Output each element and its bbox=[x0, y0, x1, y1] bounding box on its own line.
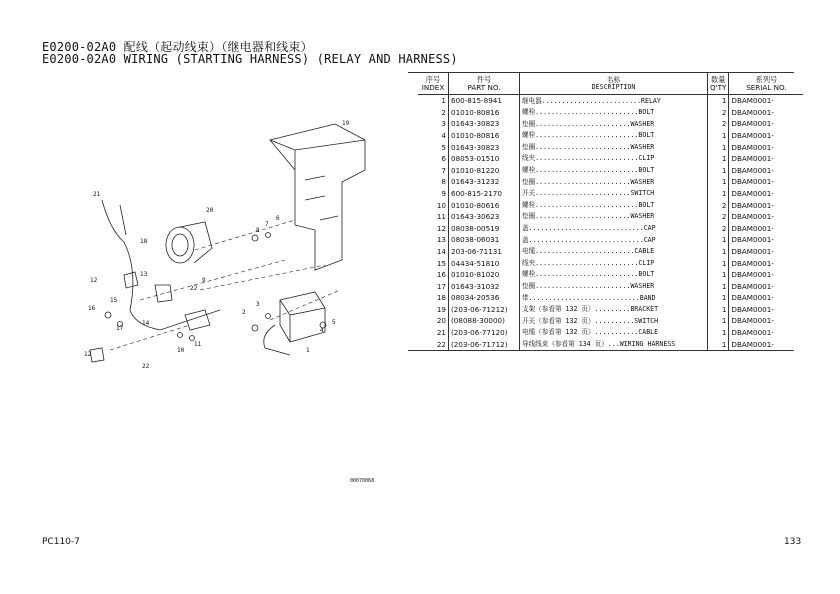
row-serial: DBAM0001- bbox=[731, 223, 774, 233]
row-part-no: 08034-20536 bbox=[449, 292, 520, 304]
row-serial: DBAM0001- bbox=[731, 107, 774, 117]
table-row bbox=[418, 176, 803, 188]
table-row bbox=[418, 292, 803, 304]
callout-2: 2 bbox=[242, 309, 246, 316]
page-number: 133 bbox=[784, 537, 802, 547]
row-serial: DBAM0001- bbox=[731, 142, 774, 152]
row-part-no: 01010-80816 bbox=[449, 130, 520, 142]
row-description: 螺栓..........................BOLT bbox=[520, 269, 708, 281]
row-index: 21 bbox=[418, 327, 449, 339]
row-qty: 1 bbox=[708, 153, 729, 165]
row-index: 16 bbox=[418, 269, 449, 281]
row-qty: 2 bbox=[708, 211, 729, 223]
exploded-parts-diagram bbox=[80, 110, 390, 400]
row-description: 继电器.........................RELAY bbox=[520, 95, 708, 107]
table-row bbox=[418, 246, 803, 258]
row-description: 螺栓..........................BOLT bbox=[520, 199, 708, 211]
row-description: 垫圈........................WASHER bbox=[520, 176, 708, 188]
row-qty: 1 bbox=[708, 269, 729, 281]
callout-11: 11 bbox=[194, 341, 202, 348]
callout-1: 1 bbox=[306, 347, 310, 354]
row-description: 线夹..........................CLIP bbox=[520, 153, 708, 165]
callout-17: 17 bbox=[116, 325, 124, 332]
row-index: 13 bbox=[418, 234, 449, 246]
row-serial: DBAM0001- bbox=[731, 96, 774, 106]
row-index: 9 bbox=[418, 188, 449, 200]
header-description: 名称 DESCRIPTION bbox=[520, 73, 708, 95]
row-index: 7 bbox=[418, 165, 449, 177]
row-qty: 2 bbox=[708, 107, 729, 119]
callout-16: 16 bbox=[88, 305, 96, 312]
row-serial: DBAM0001- bbox=[731, 258, 774, 268]
table-header bbox=[418, 73, 803, 95]
header-serial: 系列号 SERIAL NO. bbox=[729, 73, 804, 95]
row-index: 17 bbox=[418, 281, 449, 293]
row-part-no: (203-06-71212) bbox=[449, 304, 520, 316]
row-part-no: 01010-80616 bbox=[449, 199, 520, 211]
row-part-no: 600-815-8941 bbox=[449, 95, 520, 107]
row-part-no: 01643-30623 bbox=[449, 211, 520, 223]
table-row bbox=[418, 130, 803, 142]
row-description: 电缆（参看第 132 页）...........CABLE bbox=[520, 327, 708, 339]
row-description: 螺栓..........................BOLT bbox=[520, 107, 708, 119]
row-description: 开关（参看第 132 页）..........SWITCH bbox=[520, 315, 708, 327]
callout-9: 9 bbox=[202, 277, 206, 284]
table-row bbox=[418, 153, 803, 165]
row-description: 导线线束（参看第 134 页）...WIRING HARNESS bbox=[520, 338, 708, 350]
table-row bbox=[418, 95, 803, 107]
row-index: 1 bbox=[418, 95, 449, 107]
page-title-en: E0200-02A0 WIRING (STARTING HARNESS) (RELAY AND HARNESS) bbox=[42, 52, 458, 66]
row-part-no: 08038-06031 bbox=[449, 234, 520, 246]
row-part-no: (08088-30000) bbox=[449, 315, 520, 327]
header-index: 序号 INDEX bbox=[418, 73, 449, 95]
callout-10: 10 bbox=[177, 347, 185, 354]
row-serial: DBAM0001- bbox=[731, 304, 774, 314]
table-row bbox=[418, 327, 803, 339]
row-serial: DBAM0001- bbox=[731, 316, 774, 326]
row-index: 10 bbox=[418, 199, 449, 211]
row-qty: 1 bbox=[708, 338, 729, 350]
callout-15: 15 bbox=[110, 297, 118, 304]
table-row bbox=[418, 281, 803, 293]
drawing-code: 00070068 bbox=[350, 478, 375, 484]
row-qty: 1 bbox=[708, 130, 729, 142]
row-description: 盖.............................CAP bbox=[520, 234, 708, 246]
row-serial: DBAM0001- bbox=[731, 177, 774, 187]
row-index: 15 bbox=[418, 257, 449, 269]
row-qty: 1 bbox=[708, 257, 729, 269]
callout-19: 19 bbox=[342, 120, 350, 127]
callout-8: 8 bbox=[256, 227, 260, 234]
row-serial: DBAM0001- bbox=[731, 130, 774, 140]
row-description: 带............................BAND bbox=[520, 292, 708, 304]
table-row bbox=[418, 315, 803, 327]
callout-22b: 22 bbox=[142, 363, 150, 370]
header-qty: 数量 Q'TY bbox=[708, 73, 729, 95]
row-part-no: 01643-30823 bbox=[449, 118, 520, 130]
row-serial: DBAM0001- bbox=[731, 270, 774, 280]
row-description: 垫圈........................WASHER bbox=[520, 211, 708, 223]
row-index: 3 bbox=[418, 118, 449, 130]
row-description: 支架（参看第 132 页）.........BRACKET bbox=[520, 304, 708, 316]
row-index: 8 bbox=[418, 176, 449, 188]
table-row bbox=[418, 269, 803, 281]
row-description: 垫圈........................WASHER bbox=[520, 118, 708, 130]
table-row bbox=[418, 234, 803, 246]
row-index: 20 bbox=[418, 315, 449, 327]
row-serial: DBAM0001- bbox=[731, 281, 774, 291]
row-qty: 1 bbox=[708, 281, 729, 293]
row-serial: DBAM0001- bbox=[731, 235, 774, 245]
row-index: 14 bbox=[418, 246, 449, 258]
callout-3: 3 bbox=[256, 301, 260, 308]
row-qty: 1 bbox=[708, 141, 729, 153]
row-part-no: 600-815-2170 bbox=[449, 188, 520, 200]
table-row bbox=[418, 188, 803, 200]
row-qty: 2 bbox=[708, 118, 729, 130]
row-serial: DBAM0001- bbox=[731, 212, 774, 222]
row-index: 4 bbox=[418, 130, 449, 142]
callout-12a: 12 bbox=[90, 277, 98, 284]
row-description: 盖.............................CAP bbox=[520, 223, 708, 235]
row-index: 18 bbox=[418, 292, 449, 304]
table-row bbox=[418, 304, 803, 316]
callout-4: 4 bbox=[320, 327, 324, 334]
row-qty: 1 bbox=[708, 165, 729, 177]
parts-table bbox=[418, 73, 803, 350]
row-part-no: 04434-51810 bbox=[449, 257, 520, 269]
row-part-no: 08038-00519 bbox=[449, 223, 520, 235]
row-qty: 1 bbox=[708, 304, 729, 316]
row-qty: 1 bbox=[708, 95, 729, 107]
row-part-no: 08053-01510 bbox=[449, 153, 520, 165]
row-qty: 1 bbox=[708, 327, 729, 339]
row-serial: DBAM0001- bbox=[731, 339, 774, 349]
callout-13: 13 bbox=[140, 271, 148, 278]
table-row bbox=[418, 165, 803, 177]
row-qty: 1 bbox=[708, 315, 729, 327]
row-part-no: 01643-31232 bbox=[449, 176, 520, 188]
row-qty: 1 bbox=[708, 246, 729, 258]
row-part-no: 203-06-71131 bbox=[449, 246, 520, 258]
callout-6: 6 bbox=[276, 215, 280, 222]
row-qty: 1 bbox=[708, 234, 729, 246]
row-part-no: (203-06-77120) bbox=[449, 327, 520, 339]
row-description: 螺栓..........................BOLT bbox=[520, 165, 708, 177]
row-part-no: 01643-31032 bbox=[449, 281, 520, 293]
row-index: 11 bbox=[418, 211, 449, 223]
callout-22a: 22 bbox=[190, 285, 198, 292]
row-index: 22 bbox=[418, 338, 449, 350]
row-description: 螺栓..........................BOLT bbox=[520, 130, 708, 142]
row-serial: DBAM0001- bbox=[731, 328, 774, 338]
row-serial: DBAM0001- bbox=[731, 200, 774, 210]
row-description: 垫圈........................WASHER bbox=[520, 141, 708, 153]
row-part-no: (203-06-71712) bbox=[449, 338, 520, 350]
row-qty: 2 bbox=[708, 223, 729, 235]
table-row bbox=[418, 211, 803, 223]
table-row bbox=[418, 199, 803, 211]
row-qty: 1 bbox=[708, 292, 729, 304]
row-serial: DBAM0001- bbox=[731, 119, 774, 129]
table-row bbox=[418, 118, 803, 130]
row-part-no: 01643-30823 bbox=[449, 141, 520, 153]
row-description: 线夹..........................CLIP bbox=[520, 257, 708, 269]
table-bottom-rule bbox=[408, 350, 794, 351]
table-row bbox=[418, 107, 803, 119]
row-index: 19 bbox=[418, 304, 449, 316]
row-part-no: 01010-80816 bbox=[449, 107, 520, 119]
row-index: 12 bbox=[418, 223, 449, 235]
row-serial: DBAM0001- bbox=[731, 165, 774, 175]
row-serial: DBAM0001- bbox=[731, 188, 774, 198]
row-serial: DBAM0001- bbox=[731, 293, 774, 303]
row-serial: DBAM0001- bbox=[731, 246, 774, 256]
table-row bbox=[418, 338, 803, 350]
table-row bbox=[418, 223, 803, 235]
row-description: 电缆.........................CABLE bbox=[520, 246, 708, 258]
row-description: 开关........................SWITCH bbox=[520, 188, 708, 200]
page-title-cn: E0200-02A0 配线（起动线束）（继电器和线束） bbox=[42, 40, 313, 54]
table-row bbox=[418, 141, 803, 153]
table-row bbox=[418, 257, 803, 269]
callout-21: 21 bbox=[93, 191, 101, 198]
row-index: 5 bbox=[418, 141, 449, 153]
row-index: 2 bbox=[418, 107, 449, 119]
row-serial: DBAM0001- bbox=[731, 154, 774, 164]
callout-18: 18 bbox=[140, 238, 148, 245]
header-part-no: 件号 PART NO. bbox=[449, 73, 520, 95]
callout-14: 14 bbox=[142, 320, 150, 327]
row-part-no: 01010-81020 bbox=[449, 269, 520, 281]
callout-12b: 12 bbox=[84, 351, 92, 358]
row-index: 6 bbox=[418, 153, 449, 165]
row-part-no: 01010-81220 bbox=[449, 165, 520, 177]
callout-20: 20 bbox=[206, 207, 214, 214]
row-qty: 1 bbox=[708, 176, 729, 188]
callout-5: 5 bbox=[332, 319, 336, 326]
row-qty: 1 bbox=[708, 188, 729, 200]
model-number: PC110-7 bbox=[42, 537, 80, 547]
row-description: 垫圈........................WASHER bbox=[520, 281, 708, 293]
callout-7: 7 bbox=[265, 221, 269, 228]
row-qty: 2 bbox=[708, 199, 729, 211]
